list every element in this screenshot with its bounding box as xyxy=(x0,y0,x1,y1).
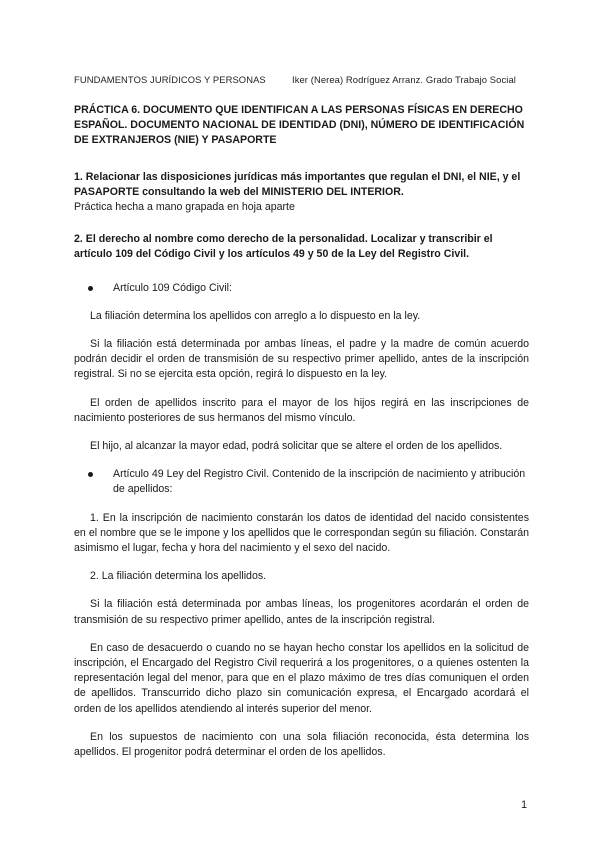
article-49-paragraph-2: 2. La filiación determina los apellidos. xyxy=(90,570,267,583)
article-109-paragraph-4: El hijo, al alcanzar la mayor edad, podrá solicitar que se altere el orden de los apellidos. xyxy=(90,440,503,453)
article-49-paragraph-5: En los supuestos de nacimiento con una sola filiación reconocida, ésta determina los apellidos. El progenitor podrá determinar el orden de los apellidos. xyxy=(74,730,529,759)
article-49-paragraph-1: 1. En la inscripción de nacimiento constarán los datos de identidad del nacido consistentes en el nombre que se le impone y los apellidos que le correspondan según su filiación. Constarán asimismo el lugar, fecha y hora del nacimiento y el sexo del nacido. xyxy=(74,511,529,555)
header-course: FUNDAMENTOS JURÍDICOS Y PERSONAS xyxy=(74,74,266,85)
page-header xyxy=(74,74,526,85)
page-number: 1 xyxy=(521,799,527,811)
article-49-paragraph-4: En caso de desacuerdo o cuando no se hayan hecho constar los apellidos en la solicitud de inscripción, el Encargado del Registro Civil requerirá a los progenitores, o a quienes ostenten la representación legal del menor, para que en el plazo máximo de tres días comuniquen el orden de apellidos. Transcurrido dicho plazo sin comunicación expresa, el Encargado acordará el orden de los apellidos atendiendo al interés superior del menor. xyxy=(74,641,529,715)
bullet-icon xyxy=(88,472,93,477)
article-109-paragraph-3: El orden de apellidos inscrito para el mayor de los hijos regirá en las inscripciones de nacimiento posteriores de sus hermanos del mismo vínculo. xyxy=(74,396,529,424)
document-body xyxy=(74,103,529,760)
header-author: Iker (Nerea) Rodríguez Arranz. Grado Trabajo Social xyxy=(292,74,516,85)
article-49-paragraph-3: Si la filiación está determinada por ambas líneas, los progenitores acordarán el orden de transmisión de su respectivo primer apellido, antes de la inscripción registral. xyxy=(74,598,529,626)
article-49-heading-text: Artículo 49 Ley del Registro Civil. Contenido de la inscripción de nacimiento y atribución de apellidos: xyxy=(113,468,526,496)
article-109-paragraph-1: La filiación determina los apellidos con arreglo a lo dispuesto en la ley. xyxy=(90,309,421,322)
article-49-heading xyxy=(88,467,529,497)
document-title: PRÁCTICA 6. DOCUMENTO QUE IDENTIFICAN A LAS PERSONAS FÍSICAS EN DERECHO ESPAÑOL. DOCUMENTO NACIONAL DE IDENTIDAD (DNI), NÚMERO DE IDENTIFICACIÓN DE EXTRANJEROS (NIE) Y PASAPORTE xyxy=(74,104,525,147)
article-109-heading xyxy=(88,281,529,296)
article-109-paragraph-2: Si la filiación está determinada por ambas líneas, el padre y la madre de común acuerdo podrán decidir el orden de transmisión de su respectivo primer apellido, antes de la inscripción registral. Si no se ejercita esta opción, regirá lo dispuesto en la ley. xyxy=(74,338,529,381)
question-2: 2. El derecho al nombre como derecho de la personalidad. Localizar y transcribir el artículo 109 del Código Civil y los artículos 49 y 50 de la Ley del Registro Civil. xyxy=(74,233,493,261)
question-1: 1. Relacionar las disposiciones jurídicas más importantes que regulan el DNI, el NIE, y el PASAPORTE consultando la web del MINISTERIO DEL INTERIOR. xyxy=(74,170,521,198)
article-109-heading-text: Artículo 109 Código Civil: xyxy=(113,281,232,294)
bullet-icon xyxy=(88,286,93,291)
question-1-note: Práctica hecha a mano grapada en hoja aparte xyxy=(74,201,295,214)
